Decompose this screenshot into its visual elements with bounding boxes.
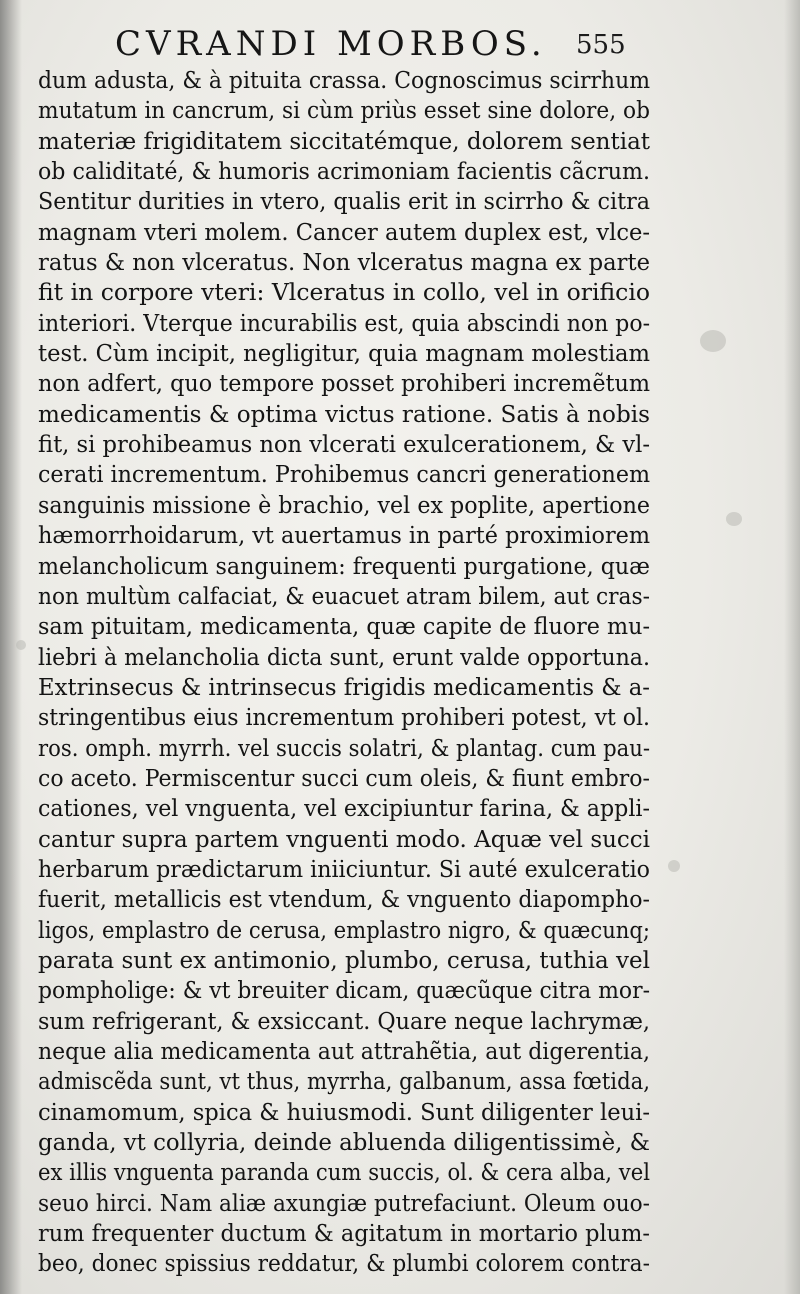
text-line: cinamomum, spica & huiusmodi. Sunt diligenter leui- (38, 1099, 650, 1126)
text-line: neque alia medicamenta aut attrahẽtia, aut digerentia, (38, 1039, 650, 1065)
text-line: materiæ frigiditatem siccitatémque, dolorem sentiat (38, 128, 651, 155)
text-line: fuerit, metallicis est vtendum, & vnguento diapompho- (38, 887, 650, 914)
text-line: dum adusta, & à pituita crassa. Cognoscimus scirrhum (38, 68, 651, 94)
paper-stain (16, 640, 26, 650)
text-line: liebri à melancholia dicta sunt, erunt valde opportuna. (38, 644, 650, 671)
text-line: non adfert, quo tempore posset prohiberi incremẽtum (38, 371, 651, 398)
text-line: test. Cùm incipit, negligitur, quia magnam molestiam (38, 341, 651, 368)
paper-stain (700, 330, 726, 352)
text-line: Extrinsecus & intrinsecus frigidis medicamentis & a- (38, 674, 650, 701)
text-line: rum frequenter ductum & agitatum in mortario plum- (38, 1221, 650, 1248)
text-line: hæmorrhoidarum, vt auertamus in parté proximiorem (38, 523, 651, 550)
text-line: sanguinis missione è brachio, vel ex poplite, apertione (38, 492, 650, 519)
text-line: Sentitur durities in vtero, qualis erit in scirrho & citra (38, 189, 651, 216)
text-line: medicamentis & optima victus ratione. Satis à nobis (38, 401, 650, 428)
text-line: mutatum in cancrum, si cùm priùs esset sine dolore, ob (38, 98, 650, 125)
text-line: cantur supra partem vnguenti modo. Aquæ vel succi (38, 826, 650, 853)
text-line: parata sunt ex antimonio, plumbo, cerusa, tuthia vel (38, 947, 650, 974)
text-line: ex illis vnguenta paranda cum succis, ol. & cera alba, vel (38, 1160, 650, 1187)
text-line: stringentibus eius incrementum prohiberi potest, vt ol. (38, 705, 651, 732)
text-line: non multùm calfaciat, & euacuet atram bilem, aut cras- (38, 583, 650, 610)
text-line: cationes, vel vnguenta, vel excipiuntur farina, & appli- (38, 796, 650, 823)
text-line: ratus & non vlceratus. Non vlceratus magna ex parte (38, 250, 650, 277)
text-line: seuo hirci. Nam aliæ axungiæ putrefaciunt. Oleum ouo- (38, 1190, 650, 1217)
text-line: ganda, vt collyria, deinde abluenda diligentissimè, & (38, 1130, 650, 1157)
body-text (38, 66, 650, 1280)
text-line: magnam vteri molem. Cancer autem duplex est, vlce- (38, 219, 650, 246)
text-line: fit, si prohibeamus non vlcerati exulcerationem, & vl- (38, 432, 651, 459)
text-line: admiscẽda sunt, vt thus, myrrha, galbanum, assa fœtida, (38, 1069, 651, 1096)
text-line: beo, donec spissius reddatur, & plumbi colorem contra- (38, 1251, 650, 1278)
paper-stain (668, 860, 680, 872)
running-head: CVRANDI MORBOS. (115, 24, 547, 64)
text-line: interiori. Vterque incurabilis est, quia abscindi non po- (38, 310, 651, 337)
text-line: melancholicum sanguinem: frequenti purgatione, quæ (38, 553, 650, 580)
text-line: co aceto. Permiscentur succi cum oleis, & fiunt embro- (38, 765, 650, 792)
text-line: ob caliditaté, & humoris acrimoniam facientis cãcrum. (38, 159, 651, 186)
text-line: fit in corpore vteri: Vlceratus in collo, vel in orificio (38, 280, 651, 307)
text-line: herbarum prædictarum iniiciuntur. Si auté exulceratio (38, 856, 651, 883)
text-line: ros. omph. myrrh. vel succis solatri, & plantag. cum pau- (38, 735, 651, 762)
text-line: pompholige: & vt breuiter dicam, quæcũque citra mor- (38, 978, 651, 1005)
page-number: 555 (576, 30, 626, 60)
text-line: sam pituitam, medicamenta, quæ capite de fluore mu- (38, 614, 650, 641)
text-line: cerati incrementum. Prohibemus cancri generationem (38, 462, 651, 489)
text-line: sum refrigerant, & exsiccant. Quare neque lachrymæ, (38, 1008, 650, 1035)
page-header (0, 24, 800, 68)
text-line: ligos, emplastro de cerusa, emplastro nigro, & quæcunq; (38, 917, 651, 944)
paper-stain (726, 512, 742, 526)
